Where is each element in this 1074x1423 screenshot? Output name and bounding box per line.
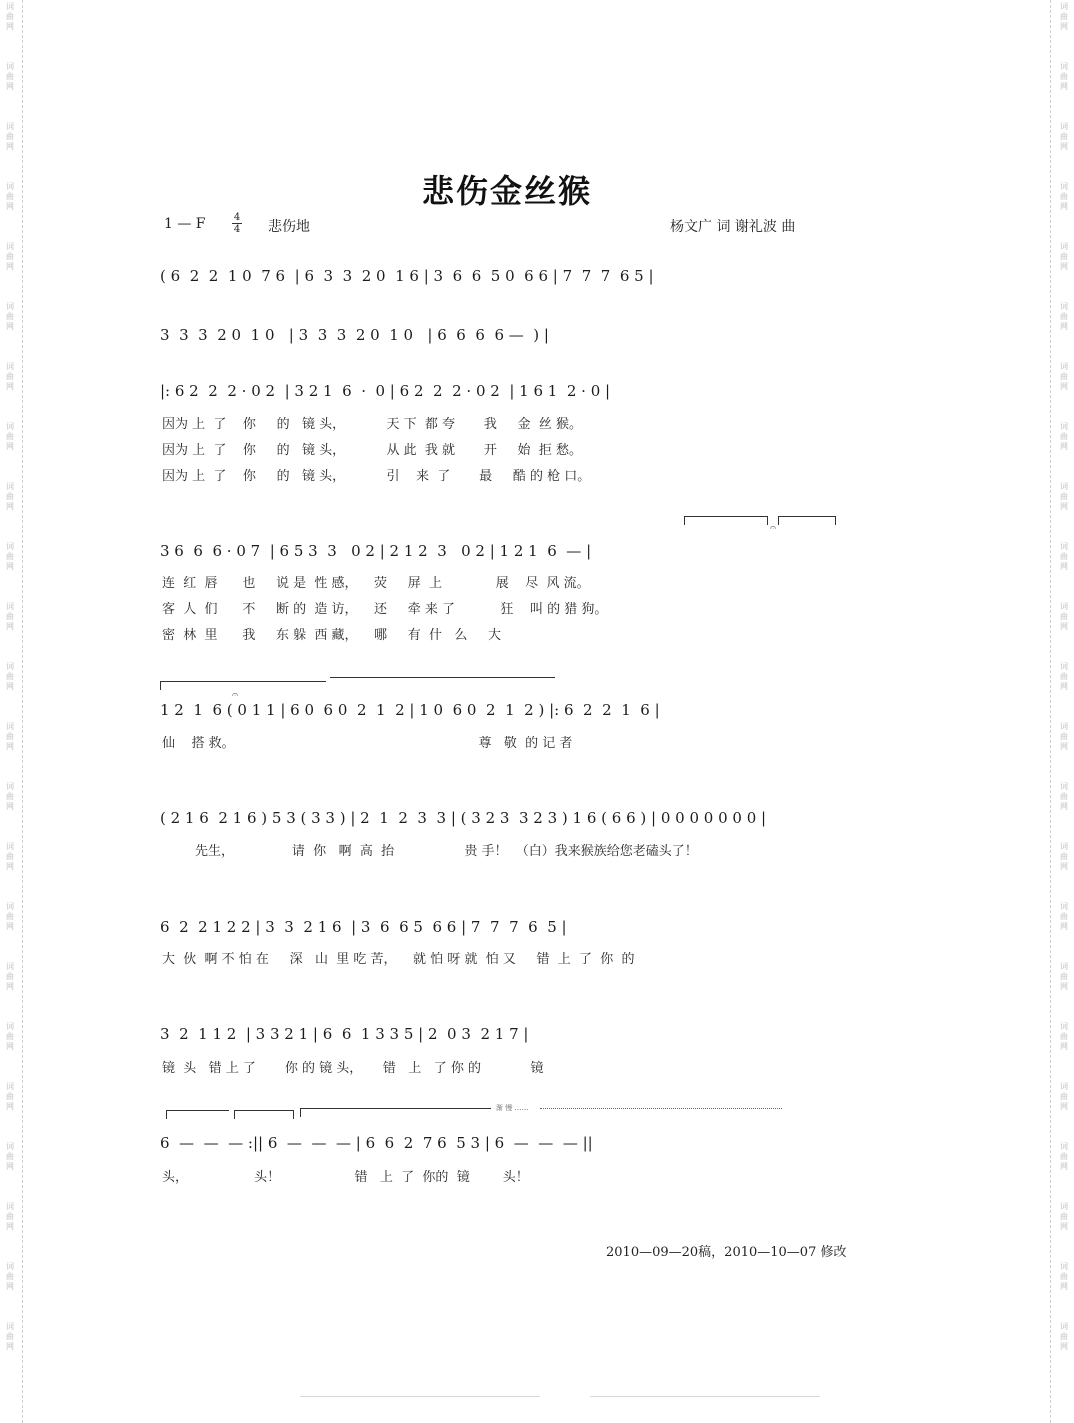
- watermark-mark: 词 曲 网: [6, 1262, 14, 1291]
- watermark-mark: 词 曲 网: [1060, 902, 1068, 931]
- watermark-mark: 词 曲 网: [6, 1202, 14, 1231]
- watermark-mark: 词 曲 网: [1060, 542, 1068, 571]
- volta-bracket-5: [234, 1110, 294, 1119]
- watermark-mark: 词 曲 网: [1060, 422, 1068, 451]
- watermark-mark: 词 曲 网: [1060, 662, 1068, 691]
- score-line-8: 3 2 1 1 2 | 3 3 2 1 | 6 6 1 3 3 5 | 2 0 3 2 1 7 |: [160, 1025, 529, 1043]
- bottom-rule: [590, 1396, 820, 1397]
- lyric-line: 头， 头！ 错 上 了 你的 镜 头！: [162, 1170, 529, 1185]
- score-line-9: 6 — — — :|| 6 — — — | 6 6 2 7 6 5 3 | 6 — — — ||: [160, 1134, 593, 1152]
- fermata-symbol: 𝄐: [770, 521, 777, 534]
- watermark-mark: 词 曲 网: [6, 122, 14, 151]
- score-line-6: ( 2 1 6 2 1 6 ) 5 3 ( 3 3 ) | 2 1 2 3 3 | ( 3 2 3 3 2 3 ) 1 6 ( 6 6 ) | 0 0 0 0 0 0 0 |: [160, 809, 767, 827]
- lyric-line: 因为 上 了 你 的 镜 头， 引 来 了 最 酷 的 枪 口。: [162, 469, 591, 484]
- date-footer: 2010—09—20稿，2010—10—07 修改: [606, 1245, 847, 1260]
- watermark-mark: 词 曲 网: [6, 662, 14, 691]
- rit-bracket: [300, 1108, 491, 1117]
- lyric-line: 客 人 们 不 断 的 造 访， 还 牵 来 了 狂 叫 的 猎 狗。: [162, 602, 608, 617]
- watermark-mark: 词 曲 网: [1060, 122, 1068, 151]
- watermark-mark: 词 曲 网: [6, 902, 14, 931]
- rit-dotted-line: [540, 1108, 782, 1109]
- rit-mark: 渐 慢 ……: [496, 1104, 529, 1112]
- key-signature: 1 — F: [164, 216, 206, 232]
- watermark-mark: 词 曲 网: [1060, 482, 1068, 511]
- watermark-mark: 词 曲 网: [6, 362, 14, 391]
- watermark-mark: 词 曲 网: [6, 602, 14, 631]
- credits: 杨文广 词 谢礼波 曲: [670, 219, 796, 235]
- watermark-mark: 词 曲 网: [1060, 1202, 1068, 1231]
- score-line-2: 3 3 3 2 0 1 0 | 3 3 3 2 0 1 0 | 6 6 6 6 — ) |: [160, 326, 549, 344]
- watermark-mark: 词 曲 网: [6, 242, 14, 271]
- tempo-marking: 悲伤地: [268, 219, 310, 235]
- left-margin-border: [22, 0, 23, 1423]
- time-signature-top: 4: [233, 212, 241, 223]
- fermata-symbol: 𝄐: [232, 688, 239, 701]
- watermark-mark: 词 曲 网: [1060, 962, 1068, 991]
- watermark-mark: 词 曲 网: [1060, 242, 1068, 271]
- watermark-mark: 词 曲 网: [1060, 1322, 1068, 1351]
- score-line-1: ( 6 2 2 1 0 7 6 | 6 3 3 2 0 1 6 | 3 6 6 5 0 6 6 | 7 7 7 6 5 |: [160, 267, 654, 285]
- watermark-mark: 词 曲 网: [6, 1142, 14, 1171]
- watermark-mark: 词 曲 网: [1060, 302, 1068, 331]
- lyric-line: 因为 上 了 你 的 镜 头， 天 下 都 夸 我 金 丝 猴。: [162, 417, 582, 432]
- lyric-line: 大 伙 啊 不 怕 在 深 山 里 吃 苦， 就 怕 呀 就 怕 又 错 上 了 你 的: [162, 952, 635, 967]
- lyric-line: 因为 上 了 你 的 镜 头， 从 此 我 就 开 始 拒 愁。: [162, 443, 582, 458]
- watermark-mark: 词 曲 网: [6, 62, 14, 91]
- watermark-mark: 词 曲 网: [1060, 722, 1068, 751]
- time-signature-bottom: 4: [233, 224, 241, 235]
- watermark-mark: 词 曲 网: [1060, 362, 1068, 391]
- volta-bracket-2: [778, 516, 836, 525]
- watermark-mark: 词 曲 网: [1060, 1022, 1068, 1051]
- score-line-3: |: 6 2 2 2 · 0 2 | 3 2 1 6 · 0 | 6 2 2 2 · 0 2 | 1 6 1 2 · 0 |: [160, 382, 611, 400]
- watermark-mark: 词 曲 网: [6, 1082, 14, 1111]
- slur-line: [330, 677, 555, 686]
- score-line-4: 3 6 6 6 · 0 7 | 6 5 3 3 0 2 | 2 1 2 3 0 2 | 1 2 1 6 — |: [160, 542, 592, 560]
- watermark-mark: 词 曲 网: [6, 782, 14, 811]
- watermark-mark: 词 曲 网: [1060, 2, 1068, 31]
- watermark-mark: 词 曲 网: [6, 302, 14, 331]
- lyric-line: 仙 搭 救。 尊 敬 的 记 者: [162, 736, 573, 751]
- watermark-mark: 词 曲 网: [6, 422, 14, 451]
- watermark-mark: 词 曲 网: [6, 2, 14, 31]
- watermark-mark: 词 曲 网: [6, 182, 14, 211]
- score-line-5: 1 2 1 6 ( 0 1 1 | 6 0 6 0 2 1 2 | 1 0 6 0 2 1 2 ) |: 6 2 2 1 6 |: [160, 701, 660, 719]
- score-line-7: 6 2 2 1 2 2 | 3 3 2 1 6 | 3 6 6 5 6 6 | 7 7 7 6 5 |: [160, 918, 567, 936]
- watermark-mark: 词 曲 网: [1060, 182, 1068, 211]
- watermark-mark: 词 曲 网: [6, 722, 14, 751]
- bottom-rule: [300, 1396, 540, 1397]
- lyric-line: 密 林 里 我 东 躲 西 藏， 哪 有 什 么 大: [162, 628, 502, 643]
- volta-bracket-4: [166, 1110, 229, 1119]
- watermark-mark: 词 曲 网: [1060, 782, 1068, 811]
- volta-bracket-3: [160, 681, 326, 690]
- watermark-mark: 词 曲 网: [1060, 1082, 1068, 1111]
- lyric-line: 连 红 唇 也 说 是 性 感， 荧 屏 上 展 尽 风 流。: [162, 576, 590, 591]
- right-margin-border: [1050, 0, 1051, 1423]
- watermark-mark: 词 曲 网: [1060, 842, 1068, 871]
- watermark-mark: 词 曲 网: [1060, 602, 1068, 631]
- watermark-mark: 词 曲 网: [6, 962, 14, 991]
- watermark-mark: 词 曲 网: [1060, 62, 1068, 91]
- watermark-mark: 词 曲 网: [6, 482, 14, 511]
- watermark-mark: 词 曲 网: [1060, 1262, 1068, 1291]
- song-title: 悲伤金丝猴: [421, 172, 592, 210]
- watermark-mark: 词 曲 网: [6, 542, 14, 571]
- watermark-mark: 词 曲 网: [6, 842, 14, 871]
- volta-bracket-1: [684, 516, 768, 525]
- time-signature: [232, 212, 242, 235]
- watermark-mark: 词 曲 网: [6, 1022, 14, 1051]
- watermark-mark: 词 曲 网: [1060, 1142, 1068, 1171]
- lyric-line: 先生， 请 你 啊 高 抬 贵 手！ （白）我来猴族给您老磕头了！: [162, 844, 698, 859]
- watermark-mark: 词 曲 网: [6, 1322, 14, 1351]
- lyric-line: 镜 头 错 上 了 你 的 镜 头， 错 上 了 你 的 镜: [162, 1061, 544, 1076]
